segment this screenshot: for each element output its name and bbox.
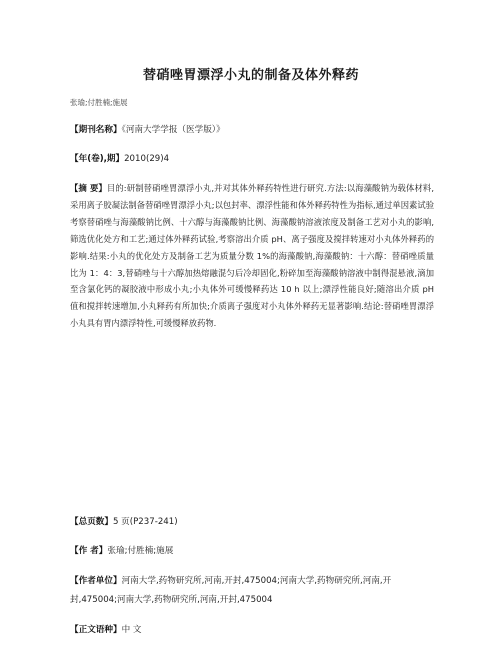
language-label: 【正文语种】 (70, 625, 122, 635)
authors-value: 张瑜;付胜楠;施展 (107, 546, 174, 556)
author-line: 张瑜;付胜楠;施展 (70, 98, 128, 107)
pages-value: 5 页(P237-241) (112, 517, 178, 527)
journal-value: 《河南大学学报（医学版）》 (121, 125, 225, 135)
abstract-label: 【摘 要】 (70, 183, 107, 193)
pages-label: 【总页数】 (70, 517, 113, 527)
authors-field (70, 543, 435, 559)
journal-field (70, 122, 435, 138)
year-issue-field (70, 151, 435, 167)
year-issue-label: 【年(卷),期】 (70, 154, 125, 164)
affiliation-label: 【作者单位】 (70, 576, 122, 586)
year-issue-value: 2010(29)4 (124, 154, 170, 164)
abstract-field (70, 180, 434, 332)
language-value: 中 文 (121, 625, 142, 635)
language-field (70, 622, 435, 638)
pages-field (70, 514, 435, 530)
affiliation-field (70, 572, 435, 610)
affiliation-value: 河南大学,药物研究所,河南,开封,475004;河南大学,药物研究所,河南,开封,475004;河南大学,药物研究所,河南,开封,475004 (70, 576, 392, 605)
document-title: 替硝唑胃漂浮小丸的制备及体外释药 (142, 68, 359, 83)
abstract-text: 目的:研制替硝唑胃漂浮小丸,并对其体外释药特性进行研究.方法:以海藻酸钠为载体材料,采用离子胶凝法制备替硝唑胃漂浮小丸;以包封率、漂浮性能和体外释药特性为指标,通过单因素试验考察替硝唑与海藻酸钠比例、十六醇与海藻酸钠比例、海藻酸钠溶液浓度及制备工艺对小丸的影响,筛选优化处方和工艺;通过体外释药试验,考察溶出介质 pH、离子强度及搅拌转速对小丸体外释药的影响.结果:小丸的优化处方及制备工艺为质量分数 1%的海藻酸钠,海藻酸钠：十六醇：替硝唑质量比为 1：4：3,替硝唑与十六醇加热熔融混匀后冷却固化,粉碎加至海藻酸钠溶液中制得混悬液,滴加至含氯化钙的凝胶液中形成小丸;小丸体外可缓慢释药达 10 h 以上;漂浮性能良好;随溶出介质 pH 值和搅拌转速增加,小丸释药有所加快;介质离子强度对小丸体外释药无显著影响.结论:替硝唑胃漂浮小丸具有胃内漂浮特性,可缓慢释放药物. (70, 183, 434, 329)
journal-label: 【期刊名称】 (70, 125, 122, 135)
authors-label: 【作 者】 (70, 546, 108, 556)
